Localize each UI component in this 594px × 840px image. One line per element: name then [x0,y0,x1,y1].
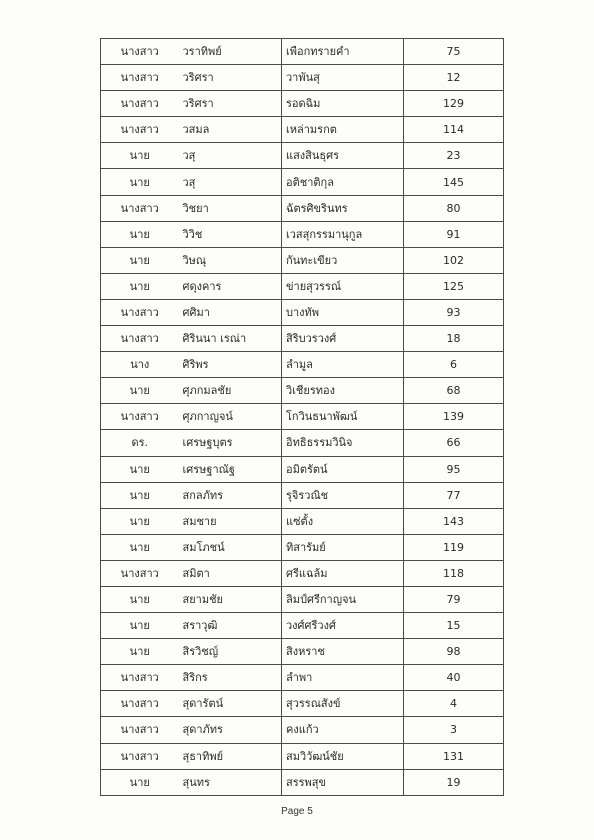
first-name-cell: วิวิช [179,221,282,247]
title-cell: นาย [101,508,179,534]
title-cell: นางสาว [101,117,179,143]
first-name-cell: วสมล [179,117,282,143]
title-cell: นาย [101,143,179,169]
number-cell: 3 [404,717,504,743]
table-row [101,352,504,378]
number-cell: 102 [404,247,504,273]
title-cell: นางสาว [101,665,179,691]
number-cell: 98 [404,639,504,665]
table-row [101,691,504,717]
last-name-cell: อิทธิธรรมวินิจ [282,430,404,456]
title-cell: นางสาว [101,326,179,352]
number-cell: 118 [404,560,504,586]
last-name-cell: ลำพา [282,665,404,691]
number-cell: 18 [404,326,504,352]
table-row [101,169,504,195]
table-row [101,482,504,508]
last-name-cell: อติชาติกุล [282,169,404,195]
last-name-cell: ทิสารัมย์ [282,534,404,560]
last-name-cell: ข่ายสุวรรณ์ [282,273,404,299]
first-name-cell: ศดุงคาร [179,273,282,299]
table-row [101,273,504,299]
page-number: Page 5 [281,806,313,817]
title-cell: นาย [101,378,179,404]
title-cell: นาย [101,639,179,665]
title-cell: นางสาว [101,717,179,743]
last-name-cell: รุจิรวณิช [282,482,404,508]
number-cell: 119 [404,534,504,560]
table-row [101,560,504,586]
first-name-cell: ศิรินนา เรณ่า [179,326,282,352]
first-name-cell: วิชยา [179,195,282,221]
last-name-cell: อมิตรัตน์ [282,456,404,482]
first-name-cell: สุธาทิพย์ [179,743,282,769]
number-cell: 131 [404,743,504,769]
last-name-cell: กันทะเขียว [282,247,404,273]
number-cell: 114 [404,117,504,143]
table-row [101,430,504,456]
last-name-cell: สุวรรณสังข์ [282,691,404,717]
title-cell: นางสาว [101,299,179,325]
first-name-cell: เศรษฐบุตร [179,430,282,456]
first-name-cell: ศศิมา [179,299,282,325]
title-cell: นาย [101,482,179,508]
table-row [101,404,504,430]
first-name-cell: ศิริพร [179,352,282,378]
first-name-cell: สุดารัตน์ [179,691,282,717]
table-row [101,717,504,743]
first-name-cell: สิรวิชญ์ [179,639,282,665]
last-name-cell: เวสสุกรรมานุกูล [282,221,404,247]
number-cell: 125 [404,273,504,299]
first-name-cell: สมชาย [179,508,282,534]
last-name-cell: ศรีแฉล้ม [282,560,404,586]
number-cell: 12 [404,65,504,91]
title-cell: นางสาว [101,65,179,91]
number-cell: 23 [404,143,504,169]
last-name-cell: โกวินธนาพัฒน์ [282,404,404,430]
first-name-cell: ศุภกมลชัย [179,378,282,404]
first-name-cell: วสุ [179,169,282,195]
table-row [101,743,504,769]
number-cell: 40 [404,665,504,691]
title-cell: นาย [101,221,179,247]
first-name-cell: สราวุฒิ [179,613,282,639]
number-cell: 4 [404,691,504,717]
last-name-cell: แซ่ตั้ง [282,508,404,534]
last-name-cell: วาพันสุ [282,65,404,91]
table-row [101,378,504,404]
last-name-cell: เพือกทรายคำ [282,39,404,65]
title-cell: นาง [101,352,179,378]
table-row [101,247,504,273]
table-row [101,613,504,639]
number-cell: 91 [404,221,504,247]
title-cell: นาย [101,273,179,299]
last-name-cell: เหล่ามรกต [282,117,404,143]
first-name-cell: วสุ [179,143,282,169]
table-row [101,39,504,65]
first-name-cell: สุดาภัทร [179,717,282,743]
title-cell: ดร. [101,430,179,456]
first-name-cell: วิษณุ [179,247,282,273]
first-name-cell: วริศรา [179,65,282,91]
last-name-cell: คงแก้ว [282,717,404,743]
table-row [101,65,504,91]
first-name-cell: เศรษฐาณัฐ [179,456,282,482]
number-cell: 66 [404,430,504,456]
last-name-cell: ลำมูล [282,352,404,378]
number-cell: 143 [404,508,504,534]
number-cell: 79 [404,586,504,612]
first-name-cell: สุนทร [179,769,282,795]
title-cell: นางสาว [101,195,179,221]
title-cell: นางสาว [101,39,179,65]
table-row [101,456,504,482]
name-table [100,38,504,796]
table-row [101,299,504,325]
number-cell: 145 [404,169,504,195]
table-row [101,326,504,352]
title-cell: นางสาว [101,91,179,117]
first-name-cell: สิริกร [179,665,282,691]
table-row [101,195,504,221]
number-cell: 19 [404,769,504,795]
title-cell: นางสาว [101,560,179,586]
table-row [101,639,504,665]
last-name-cell: สมวิวัฒน์ชัย [282,743,404,769]
table-row [101,143,504,169]
title-cell: นาย [101,769,179,795]
last-name-cell: สิริบวรวงศ์ [282,326,404,352]
first-name-cell: สกลภัทร [179,482,282,508]
table-row [101,91,504,117]
last-name-cell: รอดฉิม [282,91,404,117]
title-cell: นาย [101,534,179,560]
number-cell: 6 [404,352,504,378]
name-table-body [101,39,504,796]
first-name-cell: วราทิพย์ [179,39,282,65]
title-cell: นางสาว [101,691,179,717]
last-name-cell: วงศ์ศรีวงศ์ [282,613,404,639]
last-name-cell: สรรพสุข [282,769,404,795]
number-cell: 15 [404,613,504,639]
title-cell: นาย [101,586,179,612]
number-cell: 129 [404,91,504,117]
table-row [101,508,504,534]
first-name-cell: วริศรา [179,91,282,117]
last-name-cell: ลิมป์ศรีกาญจน [282,586,404,612]
last-name-cell: บางทัพ [282,299,404,325]
first-name-cell: สมโภชน์ [179,534,282,560]
table-row [101,769,504,795]
number-cell: 75 [404,39,504,65]
number-cell: 139 [404,404,504,430]
number-cell: 93 [404,299,504,325]
last-name-cell: สิงหราช [282,639,404,665]
number-cell: 68 [404,378,504,404]
title-cell: นาย [101,247,179,273]
first-name-cell: ศุภกาญจน์ [179,404,282,430]
table-row [101,586,504,612]
title-cell: นางสาว [101,404,179,430]
number-cell: 95 [404,456,504,482]
title-cell: นาย [101,169,179,195]
title-cell: นาย [101,613,179,639]
table-row [101,117,504,143]
table-row [101,221,504,247]
last-name-cell: ฉัตรศิขรินทร [282,195,404,221]
title-cell: นาย [101,456,179,482]
table-row [101,665,504,691]
last-name-cell: วิเชียรทอง [282,378,404,404]
number-cell: 80 [404,195,504,221]
first-name-cell: สยามชัย [179,586,282,612]
first-name-cell: สมิตา [179,560,282,586]
table-row [101,534,504,560]
last-name-cell: แสงสินธุศร [282,143,404,169]
title-cell: นางสาว [101,743,179,769]
number-cell: 77 [404,482,504,508]
